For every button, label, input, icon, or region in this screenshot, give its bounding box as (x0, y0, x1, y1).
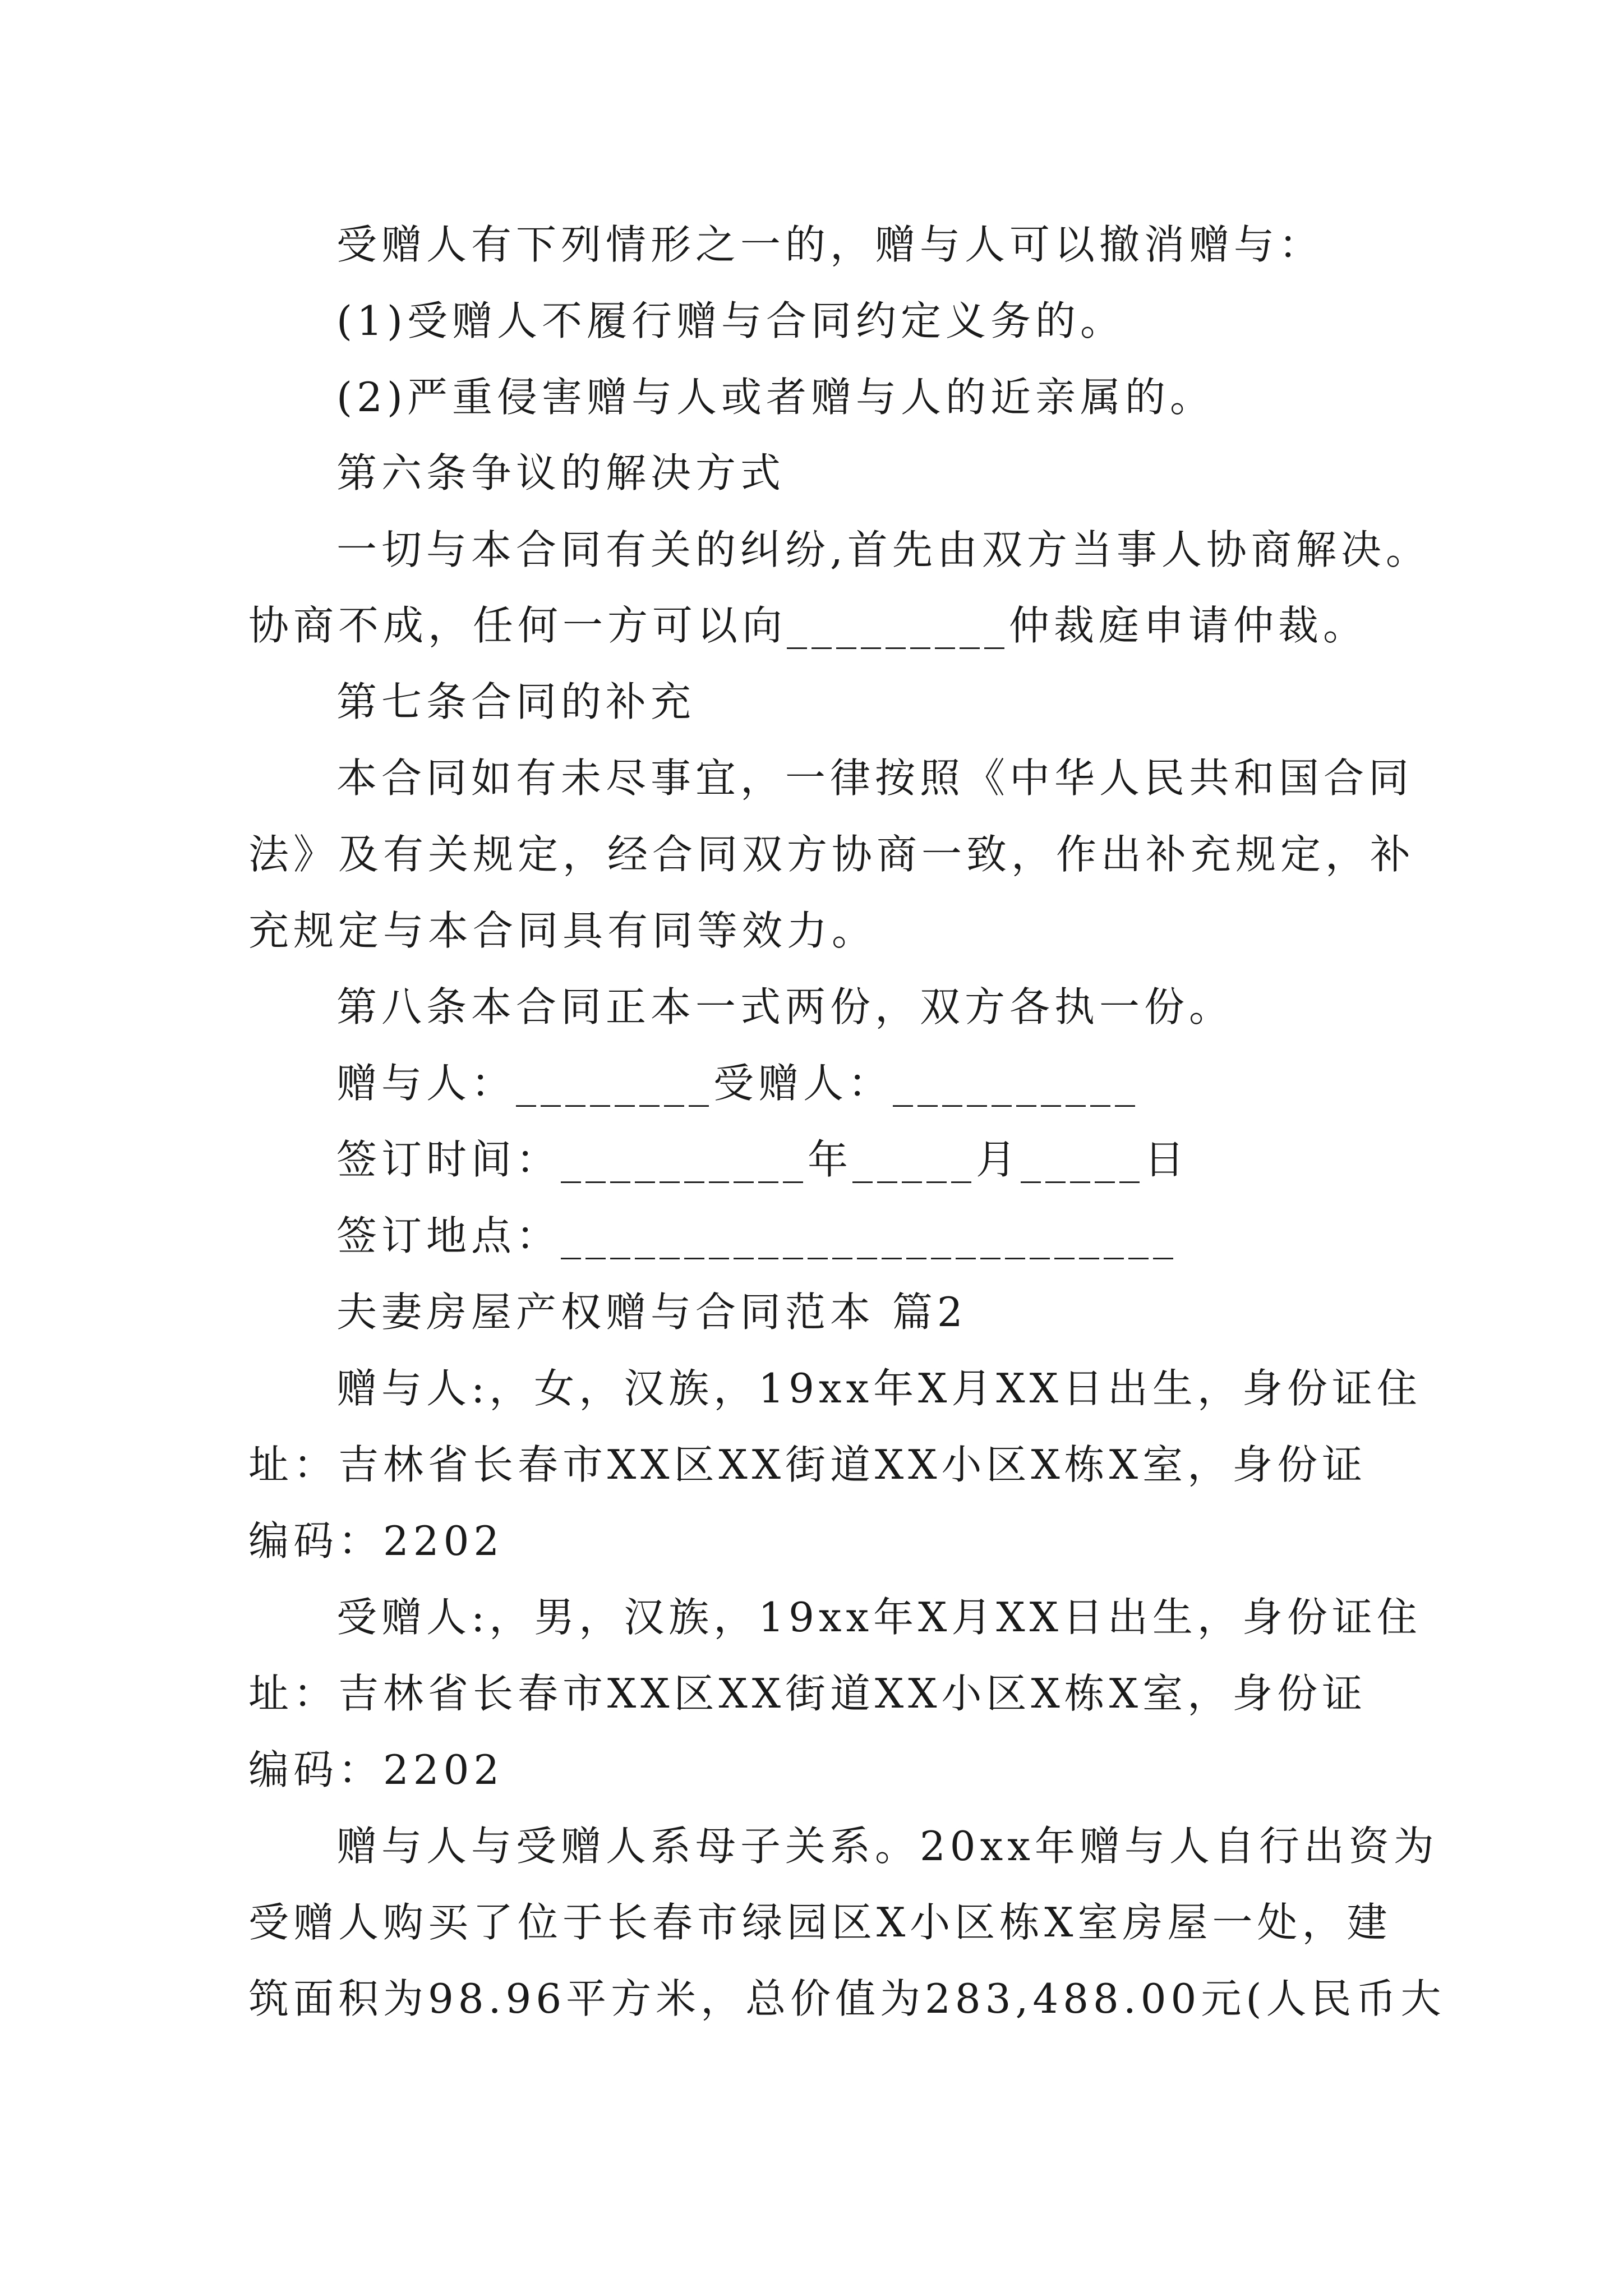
text-line: 筑面积为98.96平方米，总价值为283,488.00元(人民币大 (248, 1975, 1446, 2022)
text-line: 赠与人:，女，汉族，19xx年X月XX日出生，身份证住 (336, 1365, 1422, 1412)
article-title: 夫妻房屋产权赠与合同范本 篇2 (336, 1289, 967, 1336)
signing-date-line: 签订时间：__________年_____月_____日 (336, 1136, 1189, 1183)
text-line: (1)受赠人不履行赠与合同约定义务的。 (336, 297, 1125, 344)
text-line: 协商不成，任何一方可以向_________仲裁庭申请仲裁。 (248, 602, 1368, 649)
text-line: 受赠人购买了位于长春市绿园区X小区栋X室房屋一处，建 (248, 1899, 1392, 1946)
text-line: 本合同如有未尽事宜，一律按照《中华人民共和国合同 (336, 754, 1414, 802)
section-heading: 第六条争议的解决方式 (336, 449, 786, 496)
text-line: 赠与人与受赠人系母子关系。20xx年赠与人自行出资为 (336, 1823, 1438, 1870)
text-line: 充规定与本合同具有同等效力。 (248, 907, 877, 954)
text-line: 址：吉林省长春市XX区XX街道XX小区X栋X室，身份证 (248, 1441, 1367, 1488)
text-line: 受赠人有下列情形之一的，赠与人可以撤消赠与： (336, 221, 1324, 268)
text-line: 受赠人:，男，汉族，19xx年X月XX日出生，身份证住 (336, 1594, 1422, 1641)
text-line: 编码：2202 (248, 1517, 504, 1565)
text-line: 一切与本合同有关的纠纷,首先由双方当事人协商解决。 (336, 526, 1431, 573)
text-line: 址：吉林省长春市XX区XX街道XX小区X栋X室，身份证 (248, 1670, 1367, 1717)
signing-place-line: 签订地点：_________________________ (336, 1212, 1178, 1259)
section-heading: 第八条本合同正本一式两份，双方各执一份。 (336, 983, 1234, 1030)
section-heading: 第七条合同的补充 (336, 678, 696, 725)
text-line: 编码：2202 (248, 1746, 504, 1793)
text-line: 法》及有关规定，经合同双方协商一致，作出补充规定，补 (248, 831, 1415, 878)
signature-line: 赠与人：________受赠人：__________ (336, 1060, 1140, 1107)
text-line: (2)严重侵害赠与人或者赠与人的近亲属的。 (336, 374, 1215, 421)
